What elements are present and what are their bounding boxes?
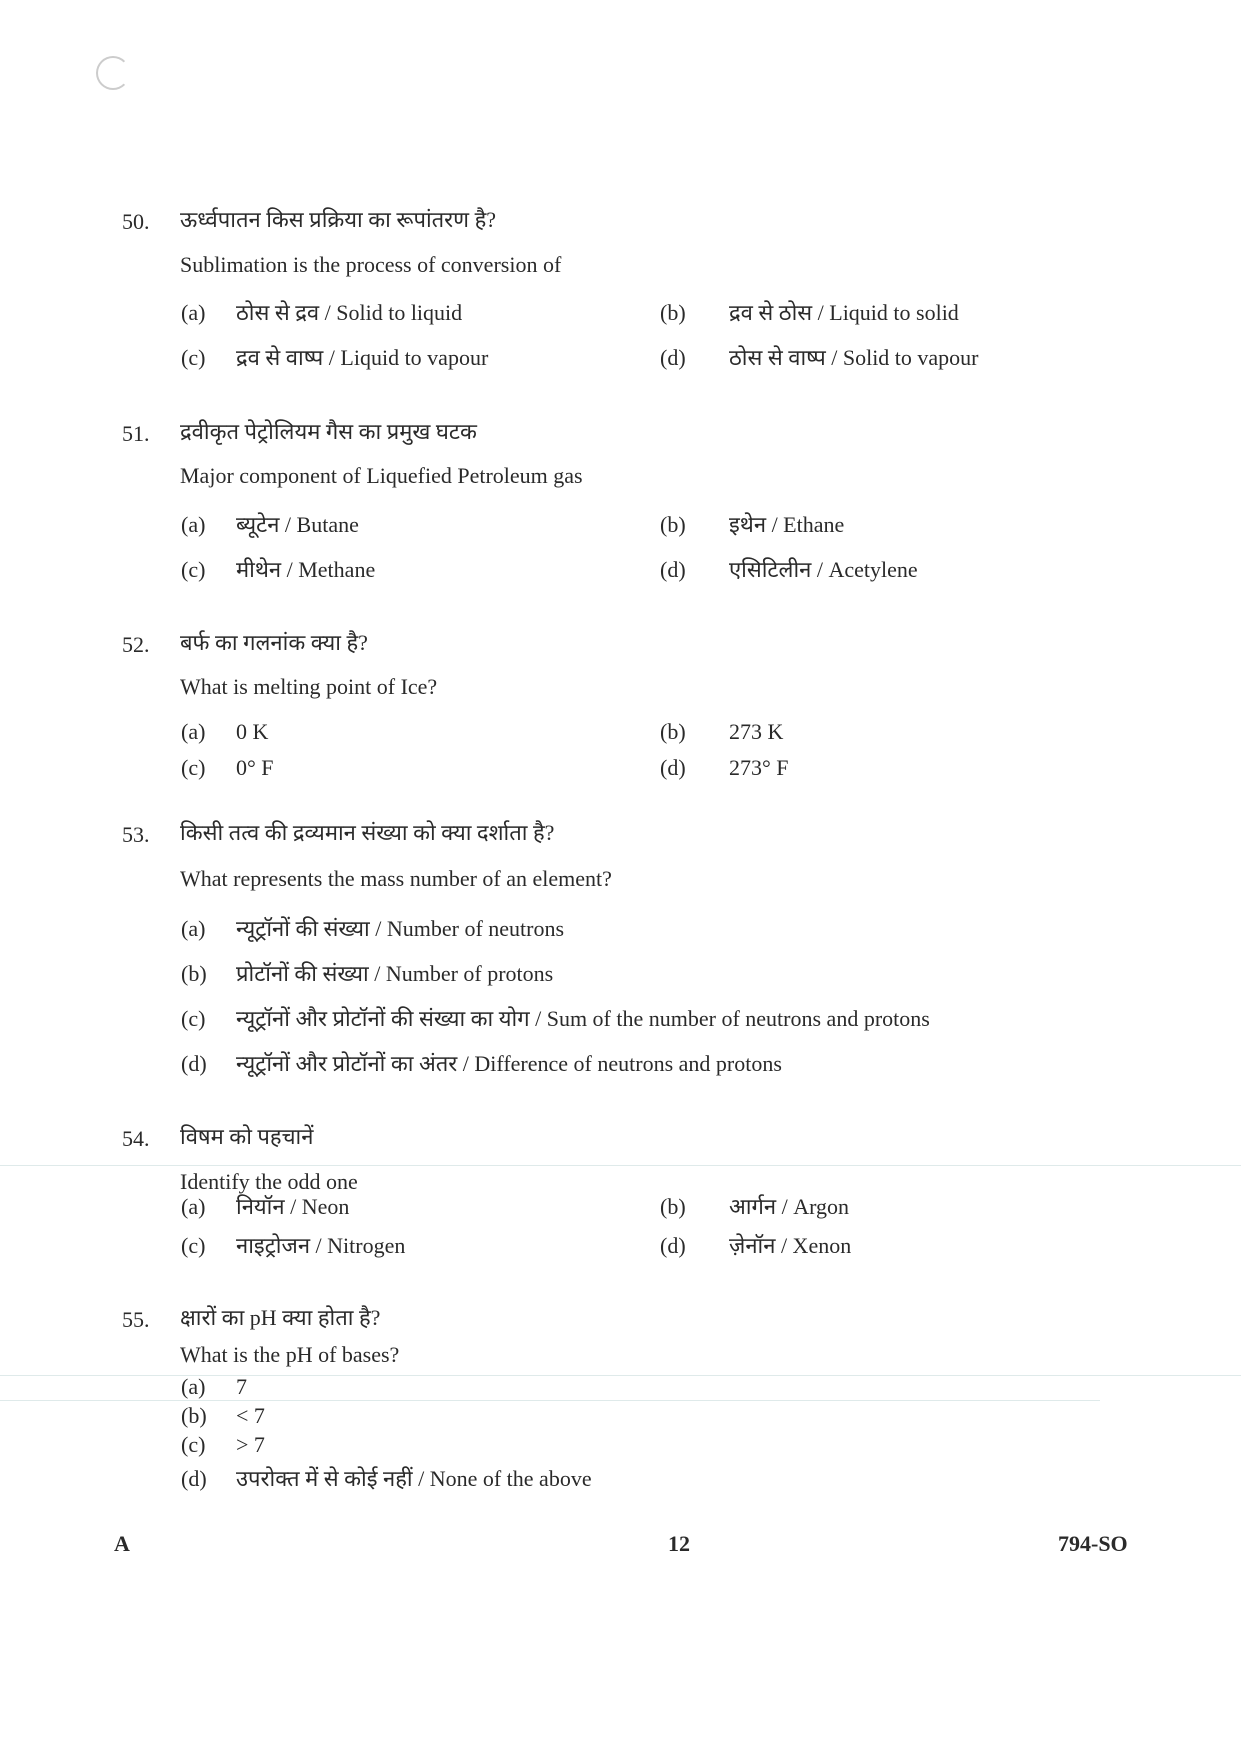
option-label: (d) xyxy=(660,557,686,582)
option-label: (b) xyxy=(660,719,686,744)
question-number: 55. xyxy=(122,1307,150,1332)
option-label: (d) xyxy=(181,1051,207,1076)
option-text: न्यूट्रॉनों और प्रोटॉनों की संख्या का योग / Sum of the number of neutrons and protons xyxy=(236,1006,930,1031)
option-text: एसिटिलीन / Acetylene xyxy=(729,557,918,582)
option-text: 0° F xyxy=(236,755,274,780)
option-text: नियॉन / Neon xyxy=(236,1194,350,1219)
question-english: What is melting point of Ice? xyxy=(180,674,438,699)
question-english: Major component of Liquefied Petroleum gas xyxy=(180,463,583,488)
question-hindi: किसी तत्व की द्रव्यमान संख्या को क्या दर्शाता है? xyxy=(180,820,555,845)
question-hindi: विषम को पहचानें xyxy=(180,1124,314,1149)
question-number: 50. xyxy=(122,209,150,234)
option-label: (b) xyxy=(181,1403,207,1428)
option-text: 0 K xyxy=(236,719,269,744)
option-text: ठोस से द्रव / Solid to liquid xyxy=(236,300,463,325)
option-label: (a) xyxy=(181,300,206,325)
page-number: 12 xyxy=(668,1531,690,1556)
option-label: (a) xyxy=(181,512,206,537)
question-number: 54. xyxy=(122,1126,150,1151)
option-text: 273° F xyxy=(729,755,789,780)
option-label: (a) xyxy=(181,1194,206,1219)
option-label: (b) xyxy=(660,300,686,325)
option-label: (a) xyxy=(181,1374,206,1399)
option-label: (c) xyxy=(181,557,206,582)
question-english: Sublimation is the process of conversion of xyxy=(180,252,562,277)
option-label: (c) xyxy=(181,1006,206,1031)
option-text: इथेन / Ethane xyxy=(729,512,845,537)
question-english: What is the pH of bases? xyxy=(180,1342,400,1367)
option-text: नाइट्रोजन / Nitrogen xyxy=(236,1233,406,1258)
question-hindi: द्रवीकृत पेट्रोलियम गैस का प्रमुख घटक xyxy=(180,419,477,444)
question-english: What represents the mass number of an element? xyxy=(180,866,612,891)
scan-line xyxy=(0,1400,1100,1401)
option-text: < 7 xyxy=(236,1403,265,1428)
option-label: (d) xyxy=(660,755,686,780)
paper-code: 794-SO xyxy=(1058,1531,1128,1556)
question-english: Identify the odd one xyxy=(180,1169,358,1194)
option-text: न्यूट्रॉनों और प्रोटॉनों का अंतर / Difference of neutrons and protons xyxy=(236,1051,782,1076)
option-text: ब्यूटेन / Butane xyxy=(236,512,359,537)
option-label: (b) xyxy=(181,961,207,986)
option-label: (b) xyxy=(660,1194,686,1219)
question-number: 53. xyxy=(122,822,150,847)
option-label: (a) xyxy=(181,916,206,941)
option-label: (d) xyxy=(181,1466,207,1491)
question-hindi: क्षारों का pH क्या होता है? xyxy=(180,1305,381,1330)
option-label: (b) xyxy=(660,512,686,537)
scan-mark xyxy=(96,56,130,90)
option-text: ठोस से वाष्प / Solid to vapour xyxy=(729,345,979,370)
option-label: (d) xyxy=(660,345,686,370)
series-code: A xyxy=(114,1531,130,1556)
option-label: (c) xyxy=(181,1432,206,1457)
option-label: (d) xyxy=(660,1233,686,1258)
question-number: 52. xyxy=(122,632,150,657)
option-text: 273 K xyxy=(729,719,784,744)
option-label: (c) xyxy=(181,755,206,780)
option-text: न्यूट्रॉनों की संख्या / Number of neutrons xyxy=(236,916,565,941)
option-label: (c) xyxy=(181,1233,206,1258)
scan-line xyxy=(0,1165,1241,1166)
question-number: 51. xyxy=(122,421,150,446)
option-text: आर्गन / Argon xyxy=(729,1194,850,1219)
option-label: (c) xyxy=(181,345,206,370)
option-text: प्रोटॉनों की संख्या / Number of protons xyxy=(236,961,554,986)
option-text: ज़ेनॉन / Xenon xyxy=(729,1233,852,1258)
option-text: 7 xyxy=(236,1374,247,1399)
option-text: मीथेन / Methane xyxy=(236,557,376,582)
option-text: द्रव से वाष्प / Liquid to vapour xyxy=(236,345,489,370)
option-text: > 7 xyxy=(236,1432,265,1457)
option-label: (a) xyxy=(181,719,206,744)
question-hindi: बर्फ का गलनांक क्या है? xyxy=(180,630,368,655)
option-text: उपरोक्त में से कोई नहीं / None of the above xyxy=(236,1466,592,1491)
option-text: द्रव से ठोस / Liquid to solid xyxy=(729,300,959,325)
question-hindi: ऊर्ध्वपातन किस प्रक्रिया का रूपांतरण है? xyxy=(180,207,497,232)
